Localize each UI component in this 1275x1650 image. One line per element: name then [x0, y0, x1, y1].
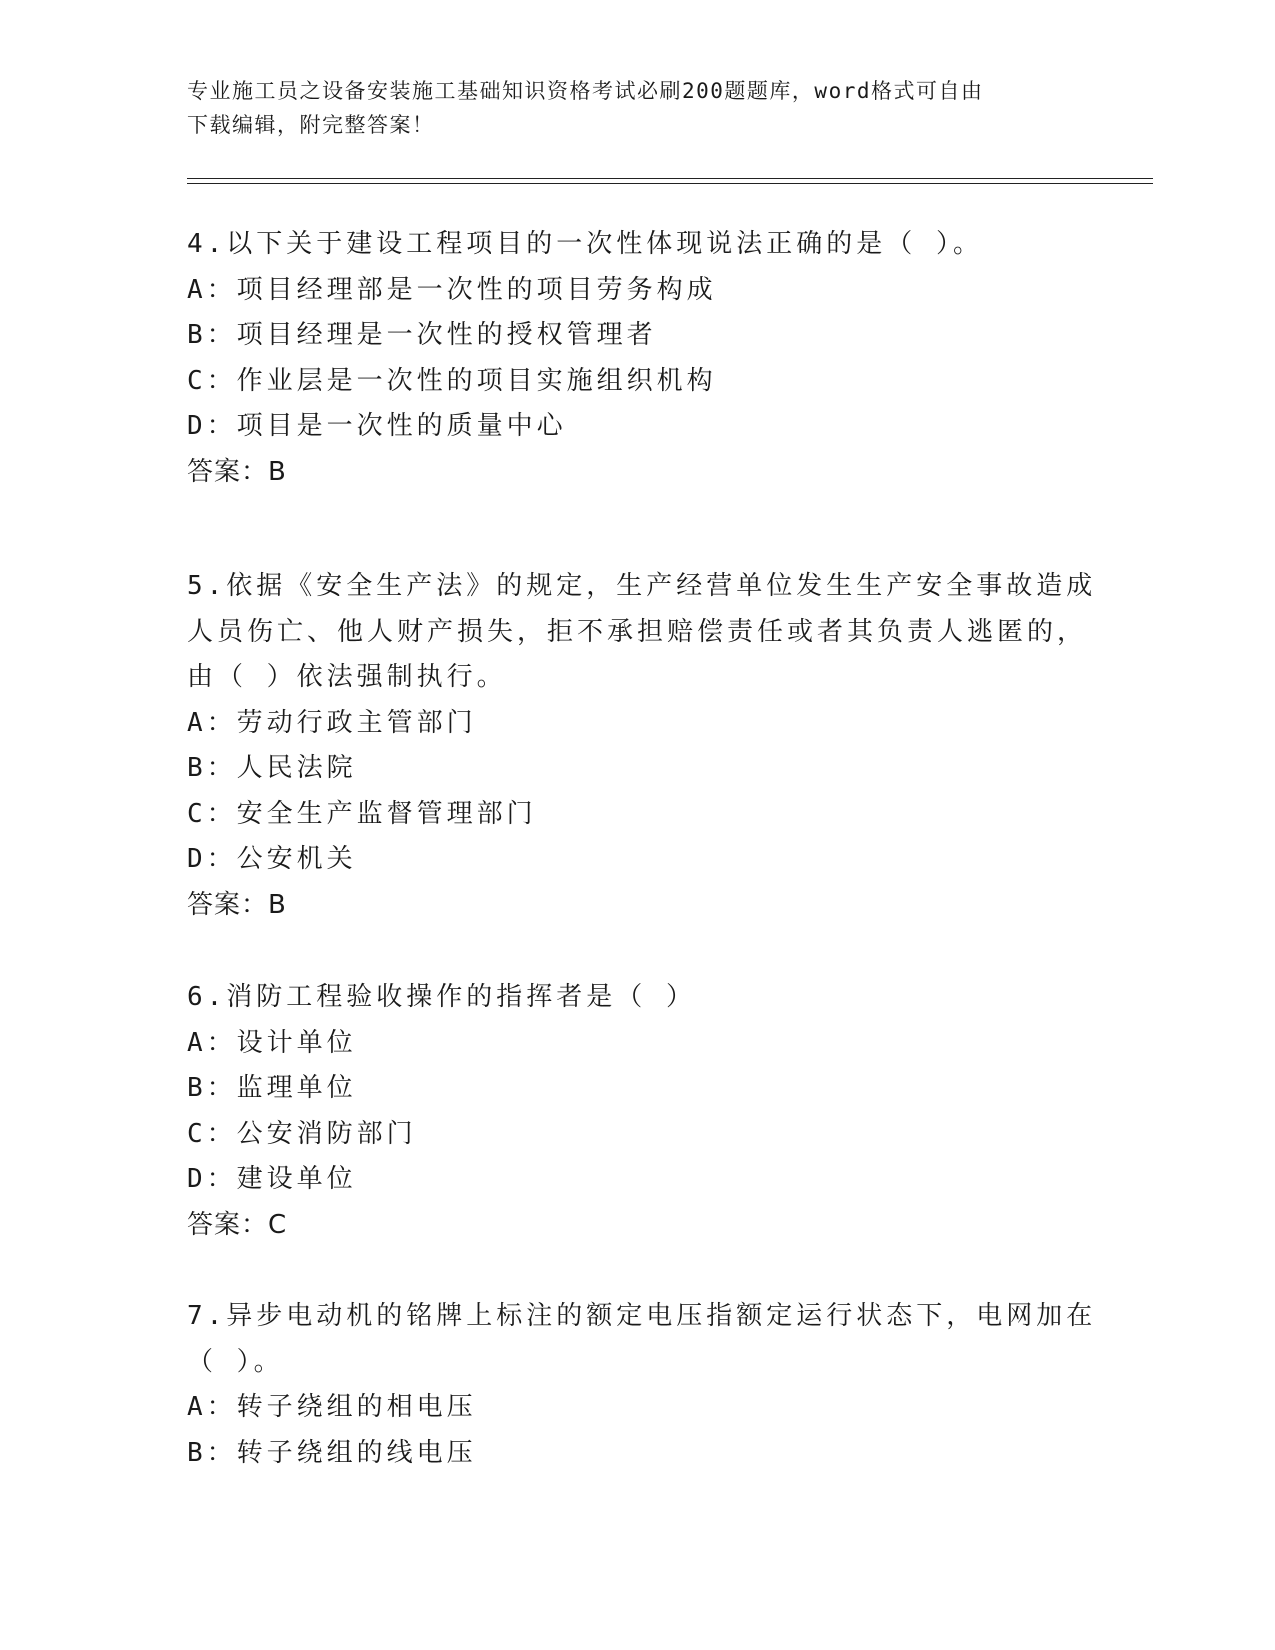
- option-a: A：项目经理部是一次性的项目劳务构成: [187, 274, 717, 305]
- option-b: B：人民法院: [187, 753, 357, 783]
- option-c: C：作业层是一次性的项目实施组织机构: [187, 365, 717, 396]
- question-stem-line-2: （ ）。: [187, 1346, 284, 1377]
- question-stem: 6.消防工程验收操作的指挥者是（ ）: [187, 982, 696, 1012]
- answer-label: 答案：B: [187, 456, 287, 487]
- question-5: [187, 564, 1097, 928]
- option-b: B：转子绕组的线电压: [187, 1437, 477, 1468]
- document-header: [187, 74, 1067, 142]
- question-stem: 4.以下关于建设工程项目的一次性体现说法正确的是（ ）。: [187, 229, 983, 259]
- option-b: B：项目经理是一次性的授权管理者: [187, 320, 657, 350]
- header-divider-bottom: [187, 183, 1153, 184]
- answer-label: 答案：C: [187, 1209, 288, 1240]
- question-stem-line-3: 由（ ）依法强制执行。: [187, 662, 507, 692]
- option-a: A：设计单位: [187, 1027, 357, 1058]
- question-stem-line-1: 5.依据《安全生产法》的规定，生产经营单位发生生产安全事故造成: [187, 571, 1097, 601]
- question-7: [187, 1294, 1097, 1476]
- option-d: D：项目是一次性的质量中心: [187, 411, 567, 441]
- question-6: [187, 975, 1067, 1248]
- answer-label: 答案：B: [187, 889, 287, 920]
- option-b: B：监理单位: [187, 1073, 357, 1103]
- option-d: D：公安机关: [187, 844, 357, 874]
- question-4: [187, 222, 1067, 495]
- header-divider-top: [187, 178, 1153, 179]
- question-stem-line-1: 7.异步电动机的铭牌上标注的额定电压指额定运行状态下，电网加在: [187, 1301, 1097, 1331]
- option-c: C：公安消防部门: [187, 1118, 417, 1149]
- header-line-2: 下载编辑，附完整答案！: [187, 113, 435, 137]
- option-c: C：安全生产监督管理部门: [187, 798, 537, 829]
- option-d: D：建设单位: [187, 1164, 357, 1194]
- option-a: A：转子绕组的相电压: [187, 1392, 477, 1422]
- header-line-1: 专业施工员之设备安装施工基础知识资格考试必刷200题题库，word格式可自由: [187, 79, 984, 103]
- question-stem-line-2: 人员伤亡、他人财产损失，拒不承担赔偿责任或者其负责人逃匿的，: [187, 616, 1088, 647]
- option-a: A：劳动行政主管部门: [187, 707, 477, 738]
